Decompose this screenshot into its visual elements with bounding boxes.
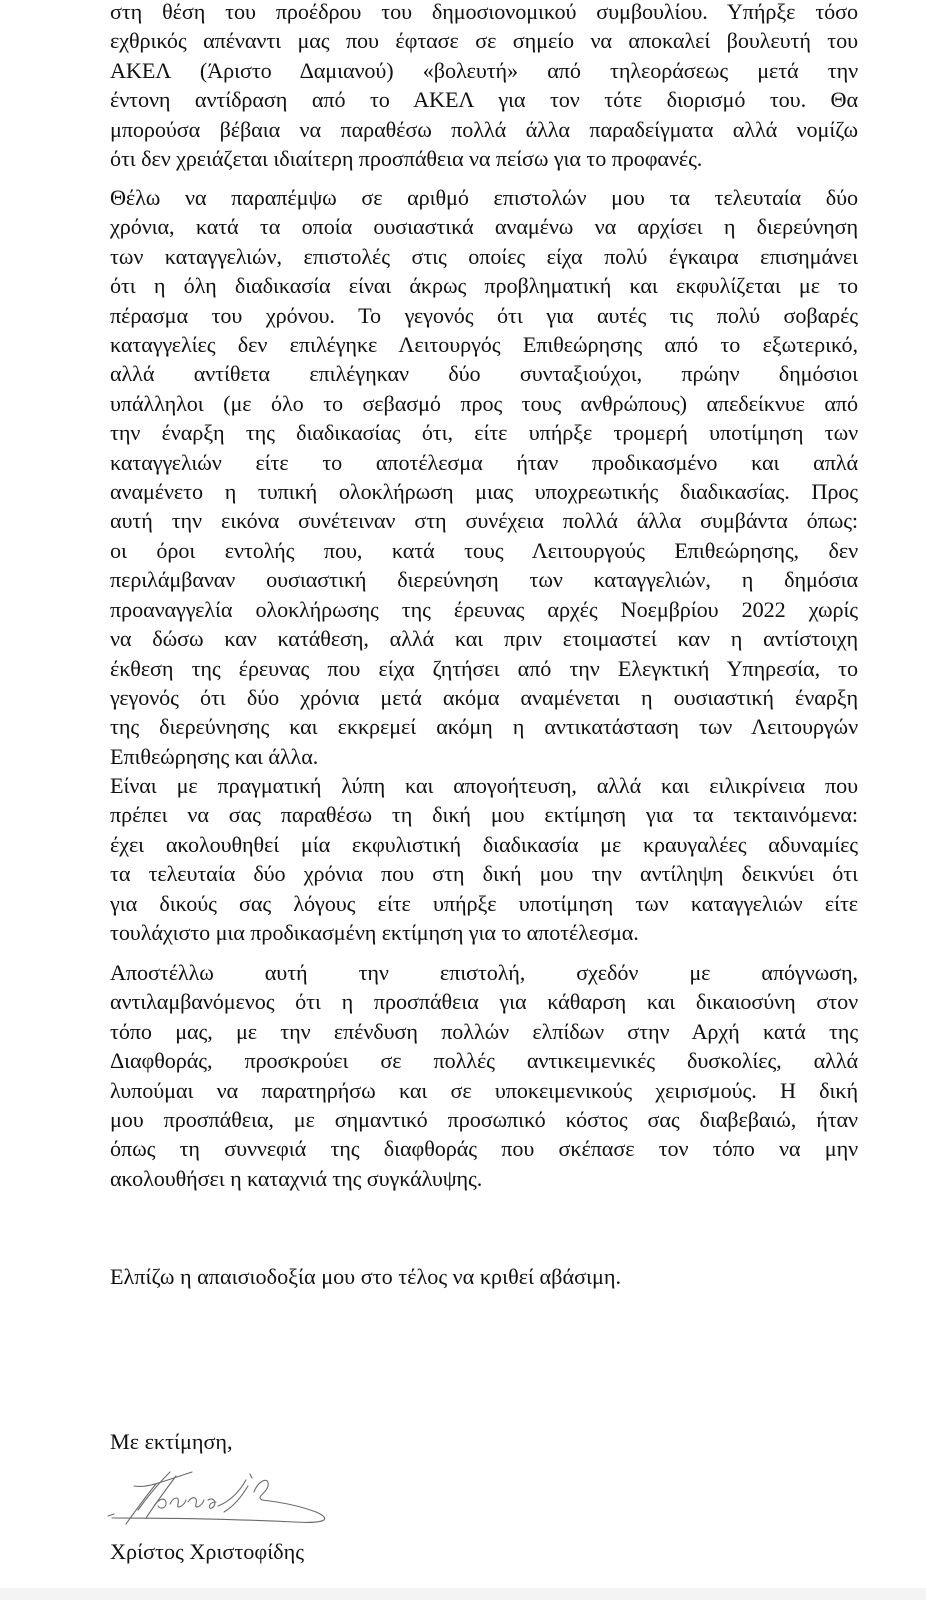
text-line: έχει ακολουθηθεί μία εκφυλιστική διαδικασία με κραυγαλέες αδυναμίες	[110, 831, 858, 857]
text-line: καταγγελιών είτε το αποτέλεσμα ήταν προδικασμένο και απλά	[110, 449, 858, 475]
text-line: καταγγελίες δεν επιλέγηκε Λειτουργός Επιθεώρησης από το εξωτερικό,	[110, 332, 858, 358]
text-line: αντιλαμβανόμενος ότι η προσπάθεια για κάθαρση και δικαιοσύνη στον	[110, 989, 858, 1015]
text-line: γεγονός ότι δύο χρόνια μετά ακόμα αναμένεται η ουσιαστική έναρξη	[110, 684, 858, 710]
text-line: Επιθεώρησης και άλλα.	[110, 743, 319, 769]
text-line: της διερεύνησης και εκκρεμεί ακόμη η αντικατάσταση των Λειτουργών	[110, 714, 858, 740]
text-line: τα τελευταία δύο χρόνια που στη δική μου την αντίληψη δεικνύει ότι	[110, 861, 858, 887]
text-line: ότι η όλη διαδικασία είναι άκρως προβληματική και εκφυλίζεται με το	[110, 273, 858, 299]
text-line: οι όροι εντολής που, κατά τους Λειτουργούς Επιθεώρησης, δεν	[110, 537, 858, 563]
text-line: εχθρικός απέναντι μας που έφτασε σε σημείο να αποκαλεί βουλευτή του	[110, 28, 858, 54]
text-line: περιλάμβαναν ουσιαστική διερεύνηση των καταγγελιών, η δημόσια	[110, 567, 858, 593]
signature-icon	[104, 1466, 336, 1528]
closing-line: Ελπίζω η απαισιοδοξία μου στο τέλος να κριθεί αβάσιμη.	[110, 1264, 622, 1289]
text-line: προαναγγελία ολοκλήρωσης της έρευνας αρχές Νοεμβρίου 2022 χωρίς	[110, 596, 858, 622]
text-line: μου προσπάθεια, με σημαντικό προσωπικό κόστος σας διαβεβαιώ, ήταν	[110, 1107, 858, 1133]
paragraph-3	[110, 771, 858, 947]
text-line: ΑΚΕΛ (Άριστο Δαμιανού) «βολευτή» από τηλεοράσεως μετά την	[110, 57, 858, 83]
text-line: έντονη αντίδραση από το ΑΚΕΛ για τον τότε διορισμό του. Θα	[110, 87, 858, 113]
text-line: υπάλληλοι (με όλο το σεβασμό προς τους ανθρώπους) απεδείκνυε από	[110, 390, 858, 416]
paragraph-1	[110, 0, 858, 173]
text-line: ότι δεν χρειάζεται ιδιαίτερη προσπάθεια να πείσω για το προφανές.	[110, 146, 703, 172]
text-line: όπως τη συννεφιά της διαφθοράς που σκέπασε τον τόπο να μην	[110, 1136, 858, 1162]
text-line: για δικούς σας λόγους είτε υπήρξε υποτίμηση των καταγγελιών είτε	[110, 890, 858, 916]
text-line: τουλάχιστο μια προδικασμένη εκτίμηση για το αποτέλεσμα.	[110, 920, 639, 946]
text-line: Είναι με πραγματική λύπη και απογοήτευση, αλλά και ειλικρίνεια που	[110, 773, 858, 798]
text-line: αυτή την εικόνα συνέτειναν στη συνέχεια πολλά άλλα συμβάντα όπως:	[110, 508, 858, 534]
text-line: Θέλω να παραπέμψω σε αριθμό επιστολών μου τα τελευταία δύο	[110, 185, 858, 210]
text-line: λυπούμαι να παρατηρήσω και σε υποκειμενικούς χειρισμούς. Η δική	[110, 1077, 858, 1103]
text-line: την έναρξη της διαδικασίας ότι, είτε υπήρξε τρομερή υποτίμηση των	[110, 420, 858, 446]
text-line: στη θέση του προέδρου του δημοσιονομικού συμβουλίου. Υπήρξε τόσο	[110, 0, 858, 24]
text-line: μπορούσα βέβαια να παραθέσω πολλά άλλα παραδείγματα αλλά νομίζω	[110, 116, 858, 142]
text-line: χρόνια, κατά τα οποία ουσιαστικά αναμένω να αρχίσει η διερεύνηση	[110, 214, 858, 240]
text-line: αναμένετο η τυπική ολοκλήρωση μιας υποχρεωτικής διαδικασίας. Προς	[110, 479, 858, 505]
text-line: πέρασμα του χρόνου. Το γεγονός ότι για αυτές τις πολύ σοβαρές	[110, 302, 858, 328]
text-line: έκθεση της έρευνας που είχα ζητήσει από την Ελεγκτική Υπηρεσία, το	[110, 655, 858, 681]
paragraph-4	[110, 958, 858, 1193]
text-line: Διαφθοράς, προσκρούει σε πολλές αντικειμενικές δυσκολίες, αλλά	[110, 1048, 858, 1074]
paragraph-2	[110, 183, 858, 771]
salutation: Με εκτίμηση,	[110, 1429, 233, 1454]
signer-name: Χρίστος Χριστοφίδης	[110, 1539, 305, 1564]
text-line: των καταγγελιών, επιστολές στις οποίες είχα πολύ έγκαιρα επισημάνει	[110, 243, 858, 269]
text-line: Αποστέλλω αυτή την επιστολή, σχεδόν με απόγνωση,	[110, 960, 858, 985]
text-line: τόπο μας, με την επένδυση πολλών ελπίδων στην Αρχή κατά της	[110, 1018, 858, 1044]
page-bottom-edge	[0, 1588, 926, 1600]
text-line: αλλά αντίθετα επιλέγηκαν δύο συνταξιούχοι, πρώην δημόσιοι	[110, 361, 858, 387]
text-line: να δώσω καν κατάθεση, αλλά και πριν ετοιμαστεί καν η αντίστοιχη	[110, 626, 858, 652]
text-line: πρέπει να σας παραθέσω τη δική μου εκτίμηση για τα τεκταινόμενα:	[110, 802, 858, 828]
text-line: ακολουθήσει η καταχνιά της συγκάλυψης.	[110, 1165, 483, 1191]
